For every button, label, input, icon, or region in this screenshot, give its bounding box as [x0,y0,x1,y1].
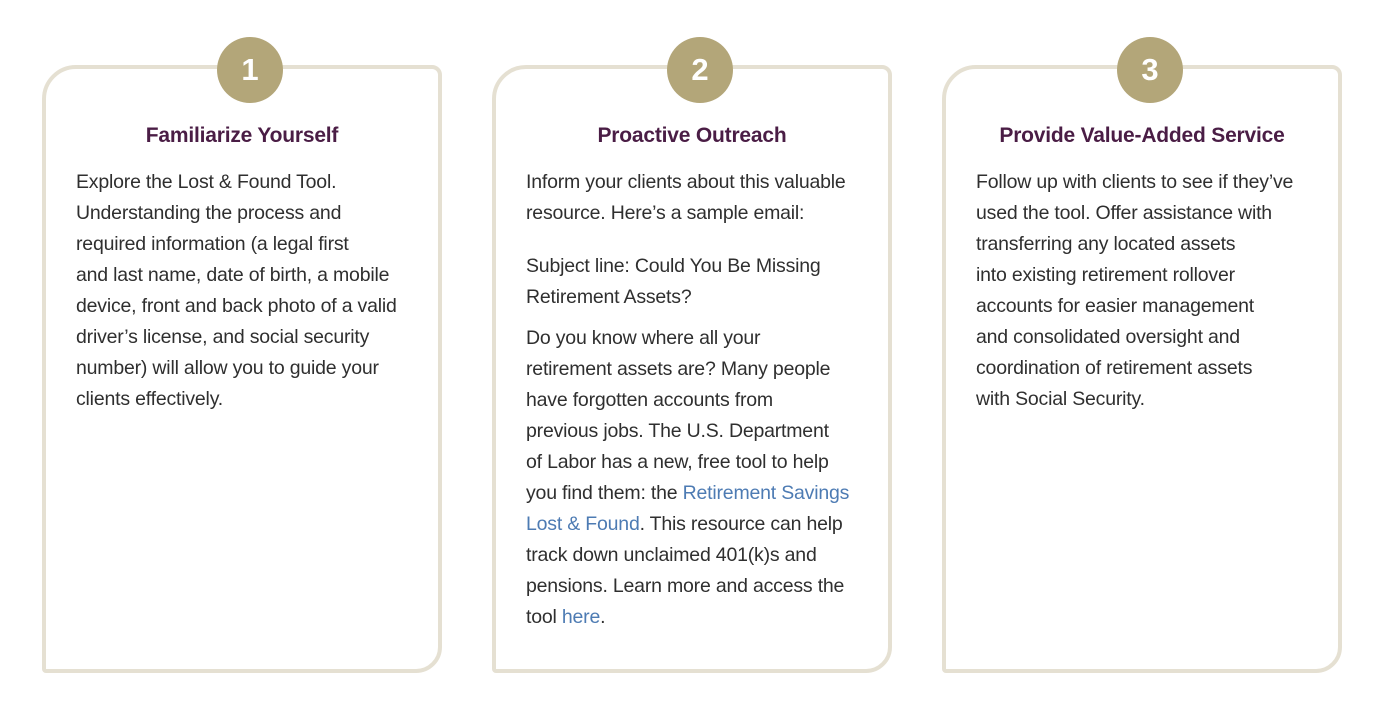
step-card-familiarize [42,52,442,673]
sample-email-subject: Subject line: Could You Be Missing Retirement Assets? [526,255,821,308]
sample-email-body [526,323,866,633]
step-card-value-added [942,52,1342,673]
step-body [976,167,1316,415]
step-number-badge: 1 [217,37,283,103]
step-title: Proactive Outreach [597,124,787,147]
step-body [76,167,416,415]
step-intro: Inform your clients about this valuable resource. Here’s a sample email: [526,171,846,224]
step-description: Follow up with clients to see if they’ve used the tool. Offer assistance with transferring any located assets into existing retirement rollover accounts for easier management and consolidated oversight and coordination of retirement assets with Social Security. [976,171,1294,410]
email-text-before-link: Do you know where all your retirement assets are? Many people have forgotten accounts from previous jobs. The U.S. Department of Labor has a new, free tool to help you find them: the [526,327,831,504]
step-body [526,167,866,633]
step-description: Explore the Lost & Found Tool. Understanding the process and required information (a legal first and last name, date of birth, a mobile device, front and back photo of a valid driver’s license, and social security number) will allow you to guide your clients effectively. [76,171,397,410]
here-link[interactable]: here [561,606,601,628]
email-text-end: . [600,606,606,628]
step-title: Familiarize Yourself [145,124,339,147]
step-card-outreach [492,52,892,673]
retirement-savings-lost-found-link[interactable]: Retirement Savings Lost & Found [526,482,850,535]
step-number-badge: 3 [1117,37,1183,103]
step-title: Provide Value-Added Service [999,124,1285,147]
step-number-badge: 2 [667,37,733,103]
email-text-after-link: . This resource can help track down unclaimed 401(k)s and pensions. Learn more and access the tool [526,513,845,628]
